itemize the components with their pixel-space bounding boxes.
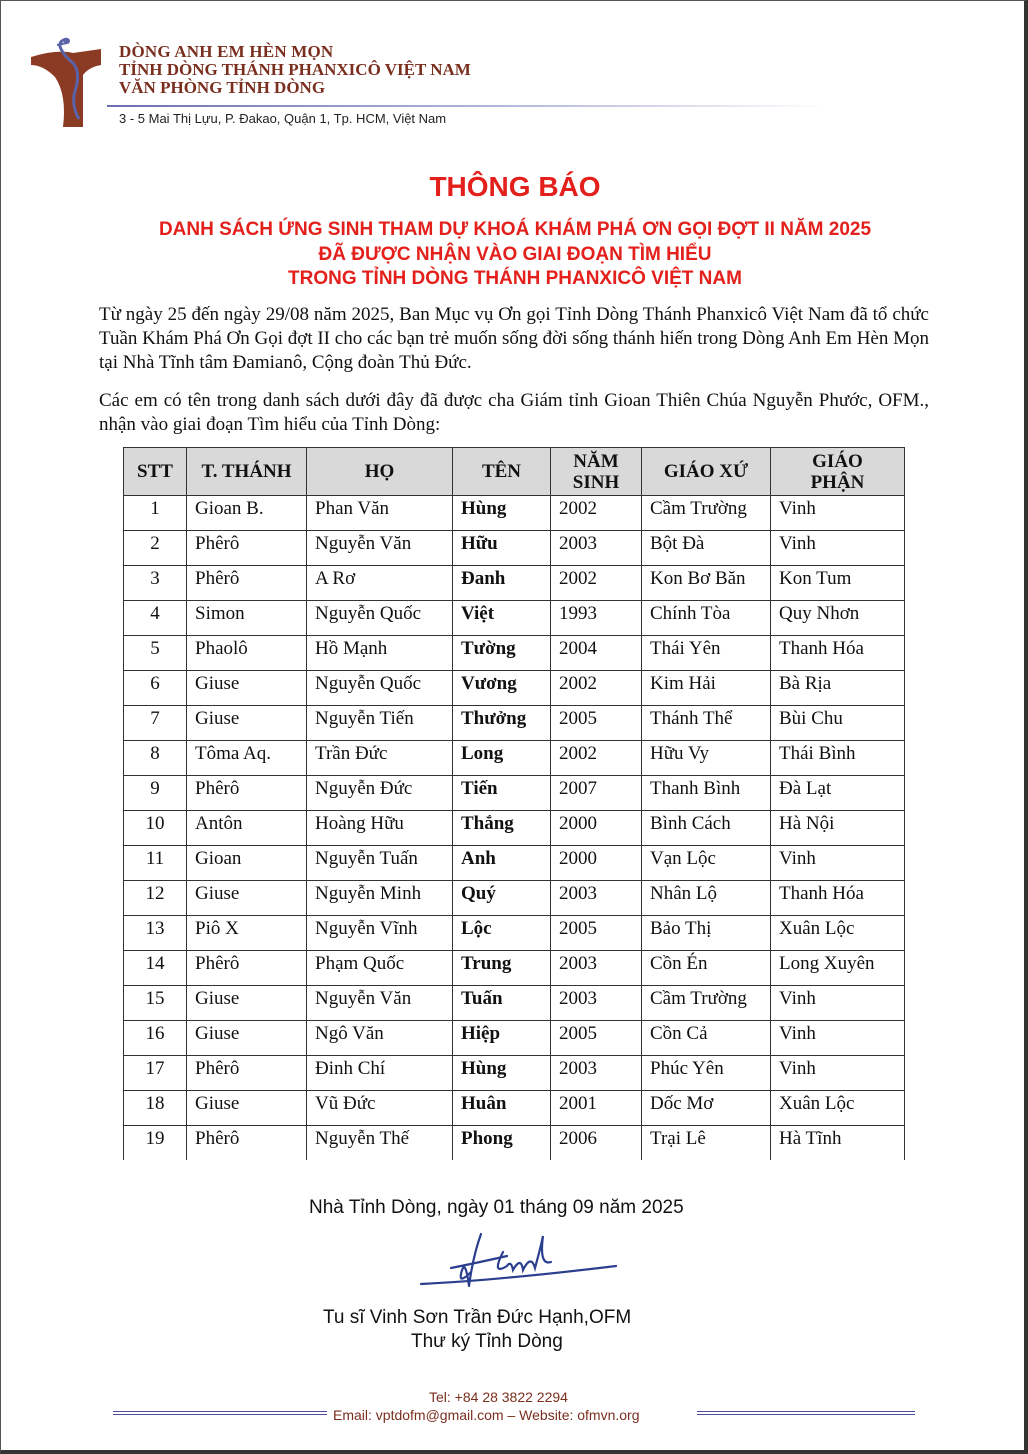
cell-parish: Cồn Én xyxy=(642,951,771,986)
cell-name: Hữu xyxy=(453,531,551,566)
cell-saint: Tôma Aq. xyxy=(187,741,307,776)
table-row xyxy=(124,811,905,846)
cell-parish: Cầm Trường xyxy=(642,986,771,1021)
cell-stt: 13 xyxy=(124,916,187,951)
cell-surname: Ngô Văn xyxy=(307,1021,453,1056)
cell-name: Tuấn xyxy=(453,986,551,1021)
cell-year: 2002 xyxy=(551,741,642,776)
cell-saint: Phaolô xyxy=(187,636,307,671)
cell-year: 2001 xyxy=(551,1091,642,1126)
col-header-birth-year-1: NĂM xyxy=(573,450,619,472)
cell-name: Phong xyxy=(453,1126,551,1161)
cell-name: Thưởng xyxy=(453,706,551,741)
cell-diocese: Xuân Lộc xyxy=(771,1091,905,1126)
cell-saint: Simon xyxy=(187,601,307,636)
cell-stt: 12 xyxy=(124,881,187,916)
cell-year: 2002 xyxy=(551,496,642,531)
cell-year: 2003 xyxy=(551,986,642,1021)
cell-diocese: Vinh xyxy=(771,1056,905,1091)
col-header-diocese-2: PHẬN xyxy=(810,471,865,493)
cell-diocese: Thanh Hóa xyxy=(771,636,905,671)
cell-saint: Gioan xyxy=(187,846,307,881)
footer-contact: Email: vptdofm@gmail.com – Website: ofmvn.org xyxy=(333,1407,640,1423)
signer-role: Thư ký Tỉnh Dòng xyxy=(411,1331,563,1352)
col-header-birth-year xyxy=(551,448,642,496)
cell-surname: Nguyễn Thế xyxy=(307,1126,453,1161)
cell-surname: Vũ Đức xyxy=(307,1091,453,1126)
cell-diocese: Bà Rịa xyxy=(771,671,905,706)
table-row xyxy=(124,601,905,636)
cell-diocese: Bùi Chu xyxy=(771,706,905,741)
table-row xyxy=(124,496,905,531)
cell-diocese: Kon Tum xyxy=(771,566,905,601)
table-row xyxy=(124,531,905,566)
cell-name: Tiến xyxy=(453,776,551,811)
cell-parish: Trại Lê xyxy=(642,1126,771,1161)
cell-parish: Kon Bơ Băn xyxy=(642,566,771,601)
cell-name: Việt xyxy=(453,601,551,636)
cell-saint: Phêrô xyxy=(187,951,307,986)
cell-name: Lộc xyxy=(453,916,551,951)
col-header-birth-year-2: SINH xyxy=(572,471,620,493)
cell-diocese: Hà Nội xyxy=(771,811,905,846)
cell-year: 2004 xyxy=(551,636,642,671)
table-row xyxy=(124,846,905,881)
cell-year: 2005 xyxy=(551,1021,642,1056)
cell-saint: Giuse xyxy=(187,1091,307,1126)
cell-surname: Nguyễn Tuấn xyxy=(307,846,453,881)
cell-diocese: Xuân Lộc xyxy=(771,916,905,951)
cell-saint: Giuse xyxy=(187,986,307,1021)
cell-surname: Phan Văn xyxy=(307,496,453,531)
cell-stt: 5 xyxy=(124,636,187,671)
cell-name: Hùng xyxy=(453,1056,551,1091)
table-row xyxy=(124,1126,905,1161)
cell-parish: Phúc Yên xyxy=(642,1056,771,1091)
cell-name: Đanh xyxy=(453,566,551,601)
cell-name: Trung xyxy=(453,951,551,986)
cell-diocese: Vinh xyxy=(771,986,905,1021)
cell-stt: 16 xyxy=(124,1021,187,1056)
cell-stt: 2 xyxy=(124,531,187,566)
cell-surname: Nguyễn Đức xyxy=(307,776,453,811)
cell-stt: 14 xyxy=(124,951,187,986)
cell-year: 2003 xyxy=(551,531,642,566)
cell-year: 1993 xyxy=(551,601,642,636)
cell-diocese: Long Xuyên xyxy=(771,951,905,986)
candidate-table xyxy=(123,447,905,1160)
cell-name: Vương xyxy=(453,671,551,706)
cell-year: 2002 xyxy=(551,671,642,706)
cell-surname: Hoàng Hữu xyxy=(307,811,453,846)
cell-stt: 7 xyxy=(124,706,187,741)
cell-name: Quý xyxy=(453,881,551,916)
cell-stt: 10 xyxy=(124,811,187,846)
cell-diocese: Thái Bình xyxy=(771,741,905,776)
org-line3: VĂN PHÒNG TỈNH DÒNG xyxy=(119,78,326,97)
cell-saint: Piô X xyxy=(187,916,307,951)
cell-saint: Giuse xyxy=(187,706,307,741)
cell-stt: 9 xyxy=(124,776,187,811)
cell-parish: Dốc Mơ xyxy=(642,1091,771,1126)
cell-name: Huân xyxy=(453,1091,551,1126)
col-header-saint: T. THÁNH xyxy=(187,448,307,496)
table-row xyxy=(124,706,905,741)
table-row xyxy=(124,636,905,671)
cell-name: Long xyxy=(453,741,551,776)
cell-parish: Bột Đà xyxy=(642,531,771,566)
cell-diocese: Thanh Hóa xyxy=(771,881,905,916)
franciscan-logo-icon xyxy=(27,35,105,127)
signer-name: Tu sĩ Vinh Sơn Trần Đức Hạnh,OFM xyxy=(323,1307,632,1328)
cell-stt: 17 xyxy=(124,1056,187,1091)
cell-year: 2005 xyxy=(551,916,642,951)
table-header-row xyxy=(124,448,905,496)
table-row xyxy=(124,1091,905,1126)
table-row xyxy=(124,566,905,601)
cell-surname: Nguyễn Minh xyxy=(307,881,453,916)
cell-parish: Bình Cách xyxy=(642,811,771,846)
col-header-name: TÊN xyxy=(453,448,551,496)
cell-stt: 6 xyxy=(124,671,187,706)
cell-diocese: Đà Lạt xyxy=(771,776,905,811)
col-header-parish: GIÁO XỨ xyxy=(642,448,771,496)
cell-saint: Antôn xyxy=(187,811,307,846)
table-row xyxy=(124,1056,905,1091)
col-header-diocese xyxy=(771,448,905,496)
cell-saint: Giuse xyxy=(187,671,307,706)
list-intro-paragraph: Các em có tên trong danh sách dưới đây đã được cha Giám tỉnh Gioan Thiên Chúa Nguyễn Phước, OFM., nhận vào giai đoạn Tìm hiểu của Tỉnh Dòng: xyxy=(99,390,929,435)
cell-stt: 4 xyxy=(124,601,187,636)
cell-year: 2003 xyxy=(551,881,642,916)
cell-year: 2000 xyxy=(551,846,642,881)
cell-surname: Nguyễn Văn xyxy=(307,531,453,566)
cell-year: 2007 xyxy=(551,776,642,811)
cell-diocese: Quy Nhơn xyxy=(771,601,905,636)
table-row xyxy=(124,916,905,951)
cell-saint: Phêrô xyxy=(187,531,307,566)
cell-surname: Nguyễn Vĩnh xyxy=(307,916,453,951)
cell-stt: 15 xyxy=(124,986,187,1021)
cell-parish: Thánh Thể xyxy=(642,706,771,741)
cell-parish: Hữu Vy xyxy=(642,741,771,776)
cell-name: Anh xyxy=(453,846,551,881)
cell-name: Hùng xyxy=(453,496,551,531)
cell-diocese: Vinh xyxy=(771,531,905,566)
cell-surname: A Rơ xyxy=(307,566,453,601)
cell-saint: Gioan B. xyxy=(187,496,307,531)
cell-surname: Nguyễn Tiến xyxy=(307,706,453,741)
org-line2: TỈNH DÒNG THÁNH PHANXICÔ VIỆT NAM xyxy=(119,60,471,79)
intro-paragraph: Từ ngày 25 đến ngày 29/08 năm 2025, Ban Mục vụ Ơn gọi Tỉnh Dòng Thánh Phanxicô Việt Nam đã tổ chức Tuần Khám Phá Ơn Gọi đợt II cho các bạn trẻ muốn sống đời sống thánh hiến trong Dòng Anh Em Hèn Mọn tại Nhà Tĩnh tâm Đamianô, Cộng đoàn Thủ Đức. xyxy=(99,304,929,373)
cell-year: 2002 xyxy=(551,566,642,601)
cell-diocese: Vinh xyxy=(771,846,905,881)
cell-saint: Giuse xyxy=(187,1021,307,1056)
cell-name: Tường xyxy=(453,636,551,671)
handwritten-signature xyxy=(411,1226,621,1301)
cell-surname: Trần Đức xyxy=(307,741,453,776)
footer-rule-left xyxy=(113,1411,327,1417)
cell-stt: 1 xyxy=(124,496,187,531)
cell-name: Thắng xyxy=(453,811,551,846)
table-row xyxy=(124,1021,905,1056)
notice-subtitle-3: TRONG TỈNH DÒNG THÁNH PHANXICÔ VIỆT NAM xyxy=(288,268,742,289)
cell-stt: 3 xyxy=(124,566,187,601)
table-row xyxy=(124,776,905,811)
cell-surname: Hồ Mạnh xyxy=(307,636,453,671)
table-row xyxy=(124,986,905,1021)
cell-parish: Vạn Lộc xyxy=(642,846,771,881)
cell-surname: Đinh Chí xyxy=(307,1056,453,1091)
table-row xyxy=(124,881,905,916)
cell-surname: Nguyễn Quốc xyxy=(307,601,453,636)
cell-parish: Cầm Trường xyxy=(642,496,771,531)
cell-stt: 8 xyxy=(124,741,187,776)
cell-year: 2000 xyxy=(551,811,642,846)
col-header-diocese-1: GIÁO xyxy=(812,450,863,472)
cell-parish: Cồn Cả xyxy=(642,1021,771,1056)
cell-saint: Phêrô xyxy=(187,1126,307,1161)
cell-diocese: Hà Tĩnh xyxy=(771,1126,905,1161)
footer-rule-right xyxy=(697,1411,915,1417)
cell-saint: Phêrô xyxy=(187,1056,307,1091)
cell-name: Hiệp xyxy=(453,1021,551,1056)
table-row xyxy=(124,951,905,986)
cell-year: 2005 xyxy=(551,706,642,741)
cell-stt: 19 xyxy=(124,1126,187,1161)
table-body xyxy=(124,496,905,1161)
cell-parish: Thái Yên xyxy=(642,636,771,671)
notice-subtitle-1: DANH SÁCH ỨNG SINH THAM DỰ KHOÁ KHÁM PHÁ ƠN GỌI ĐỢT II NĂM 2025 xyxy=(158,219,872,240)
org-line1: DÒNG ANH EM HÈN MỌN xyxy=(119,42,334,61)
cell-year: 2003 xyxy=(551,951,642,986)
org-address: 3 - 5 Mai Thị Lựu, P. Đakao, Quận 1, Tp. HCM, Việt Nam xyxy=(119,111,447,126)
cell-parish: Nhân Lộ xyxy=(642,881,771,916)
notice-title: THÔNG BÁO xyxy=(429,171,601,202)
cell-surname: Nguyễn Văn xyxy=(307,986,453,1021)
footer-phone: Tel: +84 28 3822 2294 xyxy=(429,1389,568,1405)
cell-year: 2006 xyxy=(551,1126,642,1161)
cell-year: 2003 xyxy=(551,1056,642,1091)
cell-surname: Phạm Quốc xyxy=(307,951,453,986)
col-header-stt: STT xyxy=(124,448,187,496)
table-row xyxy=(124,671,905,706)
cell-saint: Phêrô xyxy=(187,776,307,811)
cell-saint: Giuse xyxy=(187,881,307,916)
cell-diocese: Vinh xyxy=(771,1021,905,1056)
table-row xyxy=(124,741,905,776)
organization-name xyxy=(119,43,471,97)
cell-parish: Thanh Bình xyxy=(642,776,771,811)
cell-surname: Nguyễn Quốc xyxy=(307,671,453,706)
cell-parish: Bảo Thị xyxy=(642,916,771,951)
notice-subtitle-2: ĐÃ ĐƯỢC NHẬN VÀO GIAI ĐOẠN TÌM HIỂU xyxy=(318,244,712,265)
cell-stt: 11 xyxy=(124,846,187,881)
col-header-surname: HỌ xyxy=(307,448,453,496)
issue-date: Nhà Tỉnh Dòng, ngày 01 tháng 09 năm 2025 xyxy=(309,1197,684,1218)
cell-diocese: Vinh xyxy=(771,496,905,531)
cell-parish: Kim Hải xyxy=(642,671,771,706)
header-divider xyxy=(107,105,827,107)
cell-parish: Chính Tòa xyxy=(642,601,771,636)
cell-stt: 18 xyxy=(124,1091,187,1126)
cell-saint: Phêrô xyxy=(187,566,307,601)
